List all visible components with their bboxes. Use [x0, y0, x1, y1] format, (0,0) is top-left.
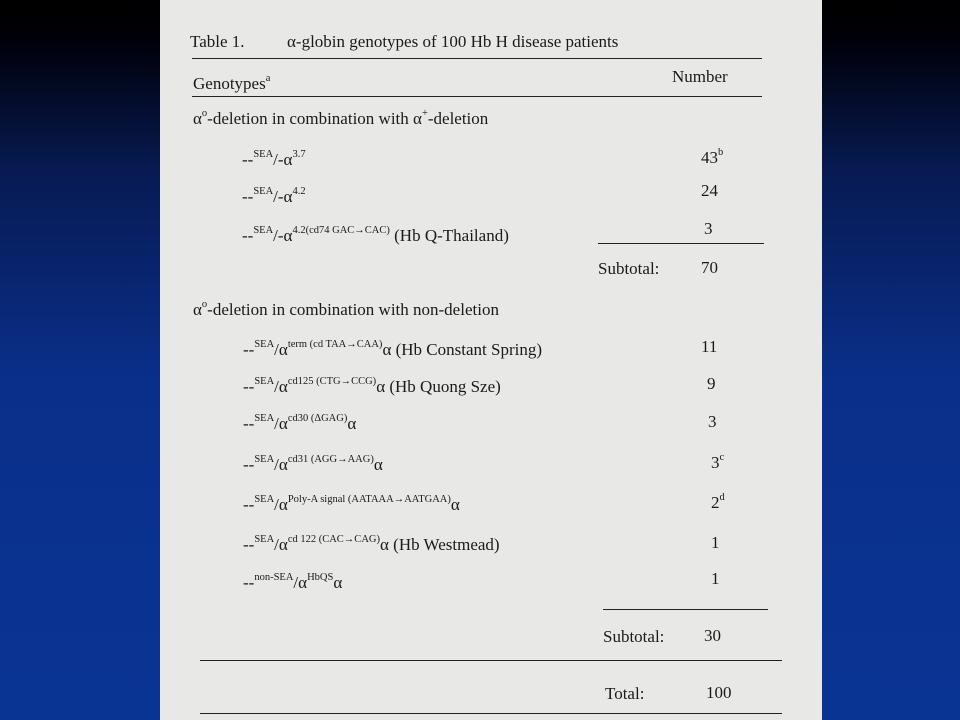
table-row: [242, 150, 306, 173]
header-rule: [192, 96, 762, 97]
genotype-allele-sup: SEA: [254, 339, 275, 350]
genotype-end: α: [376, 377, 386, 396]
genotype-prefix: --: [243, 414, 255, 433]
genotype-allele-sup: SEA: [254, 494, 275, 505]
genotype-allele-sup: SEA: [253, 225, 274, 236]
genotype-mid: /α: [274, 495, 288, 514]
top-rule: [192, 58, 762, 59]
row-number: 1: [711, 569, 720, 588]
table-caption-label: Table 1.: [190, 32, 245, 51]
genotype-allele-sup: SEA: [254, 376, 275, 387]
genotype-allele-sup: non-SEA: [254, 572, 294, 583]
row-number-footnote: c: [719, 452, 725, 463]
total-label: Total:: [605, 684, 645, 703]
row-number: [711, 493, 725, 516]
subtotal-label: Subtotal:: [603, 627, 665, 646]
genotype-end: α: [373, 455, 383, 474]
genotype-mutation-sup: HbQS: [307, 572, 334, 583]
genotype-variant-name: (Hb Westmead): [388, 535, 500, 554]
genotype-mutation-sup: cd125 (CTG→CCG): [287, 376, 377, 387]
row-number-footnote: b: [718, 147, 724, 158]
genotype-prefix: --: [242, 187, 254, 206]
table-row: [243, 377, 501, 400]
row-number-value: 3: [711, 453, 720, 472]
genotype-mutation-sup: 4.2(cd74 GAC→CAC): [292, 225, 390, 236]
genotype-mutation-sup: 3.7: [292, 149, 306, 160]
genotype-variant-name: (Hb Q-Thailand): [389, 226, 509, 245]
row-number: 3: [704, 219, 713, 238]
column-header-genotypes-footnote: a: [265, 73, 271, 84]
genotype-prefix: --: [242, 226, 254, 245]
genotype-prefix: --: [243, 455, 255, 474]
genotype-variant-name: (Hb Quong Sze): [385, 377, 501, 396]
row-number: [711, 453, 724, 476]
genotype-allele-sup: SEA: [253, 186, 274, 197]
genotype-allele-sup: SEA: [253, 149, 274, 160]
column-header-genotypes-text: Genotypes: [193, 74, 266, 93]
section1-heading-mid: -deletion in combination with α: [207, 109, 422, 128]
genotype-end: α: [379, 535, 389, 554]
subtotal-rule: [603, 609, 768, 610]
genotype-mutation-sup: cd30 (ΔGAG): [287, 413, 348, 424]
genotype-mid: /-α: [273, 150, 293, 169]
section1-heading-plus: +: [421, 108, 428, 119]
genotype-prefix: --: [243, 340, 255, 359]
genotype-mid: /α: [274, 377, 288, 396]
genotype-allele-sup: SEA: [254, 454, 275, 465]
row-number: 3: [708, 412, 717, 431]
row-number: 24: [701, 181, 718, 200]
table-caption: [190, 32, 618, 52]
genotype-mid: /α: [274, 455, 288, 474]
genotype-prefix: --: [242, 150, 254, 169]
table-caption-text: α-globin genotypes of 100 Hb H disease patients: [287, 32, 619, 51]
genotype-end: α: [347, 414, 357, 433]
row-number-value: 2: [711, 493, 720, 512]
section1-heading-o: o: [201, 108, 208, 119]
pre-total-rule: [200, 660, 782, 661]
genotype-mutation-sup: Poly-A signal (AATAAA→AATGAA): [287, 494, 451, 505]
column-header-genotypes: [193, 74, 270, 97]
table-row: [243, 495, 460, 518]
genotype-end: α: [382, 340, 392, 359]
subtotal-value: 30: [704, 626, 721, 645]
genotype-mutation-sup: 4.2: [292, 186, 306, 197]
bottom-rule: [200, 713, 782, 714]
column-header-number: Number: [672, 67, 728, 86]
subtotal-label: Subtotal:: [598, 259, 660, 278]
row-number-footnote: d: [719, 492, 725, 503]
genotype-mutation-sup: cd 122 (CAC→CAG): [287, 534, 380, 545]
table-row: [243, 414, 356, 437]
genotype-mid: /α: [293, 573, 308, 592]
section2-heading-o: o: [201, 299, 208, 310]
table-row: [243, 455, 383, 478]
genotype-allele-sup: SEA: [254, 413, 275, 424]
genotype-mid: /α: [274, 340, 288, 359]
table-row: [242, 226, 509, 249]
genotype-end: α: [450, 495, 460, 514]
genotype-prefix: --: [243, 377, 255, 396]
genotype-end: α: [333, 573, 343, 592]
table-row: [243, 573, 342, 596]
table-row: [242, 187, 306, 210]
genotype-prefix: --: [243, 535, 255, 554]
genotype-prefix: --: [243, 573, 255, 592]
total-value: 100: [706, 683, 732, 702]
genotype-mid: /α: [274, 414, 288, 433]
genotype-mutation-sup: cd31 (AGG→AAG): [287, 454, 374, 465]
genotype-mid: /α: [274, 535, 288, 554]
scanned-document-page: [160, 0, 822, 720]
section1-heading: [193, 109, 488, 132]
subtotal-value: 70: [701, 258, 718, 277]
genotype-mid: /-α: [273, 226, 293, 245]
row-number: 11: [701, 337, 718, 356]
section1-heading-post: -deletion: [427, 109, 489, 128]
genotype-variant-name: (Hb Constant Spring): [391, 340, 542, 359]
genotype-mid: /-α: [273, 187, 293, 206]
row-number: 1: [711, 533, 720, 552]
row-number: [701, 148, 723, 171]
section2-heading-alpha: α: [193, 300, 202, 319]
table-row: [243, 340, 542, 363]
section2-heading: [193, 300, 499, 323]
genotype-prefix: --: [243, 495, 255, 514]
row-number: 9: [707, 374, 716, 393]
row-number-value: 43: [701, 148, 718, 167]
section1-heading-alpha: α: [193, 109, 202, 128]
table-row: [243, 535, 500, 558]
genotype-mutation-sup: term (cd TAA→CAA): [287, 339, 383, 350]
section2-heading-post: -deletion in combination with non-deletion: [207, 300, 499, 319]
genotype-allele-sup: SEA: [254, 534, 275, 545]
subtotal-rule: [598, 243, 764, 244]
